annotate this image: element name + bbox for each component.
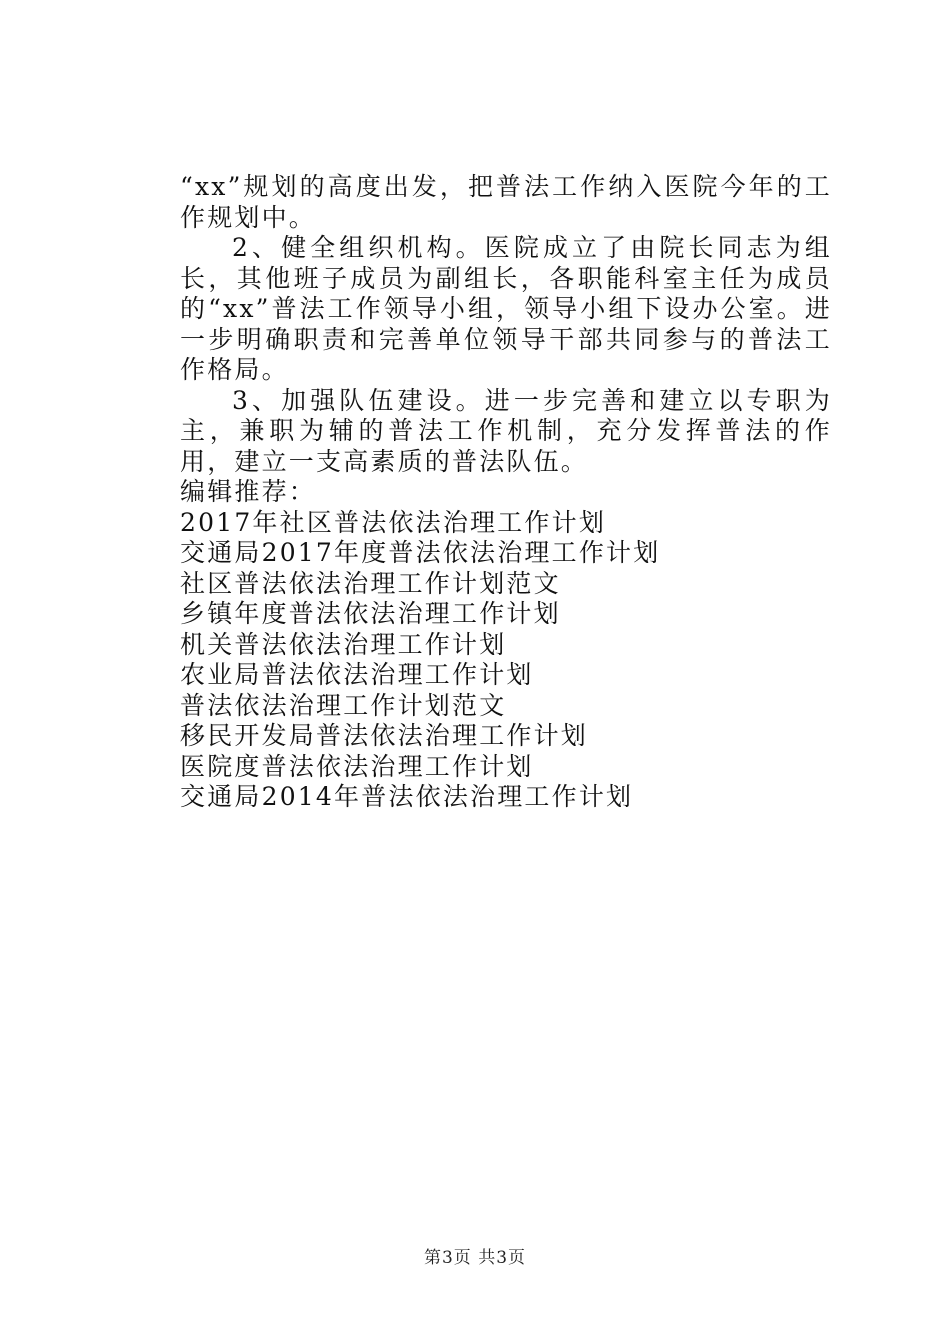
recommend-link-3[interactable]: 社区普法依法治理工作计划范文 [180,568,561,598]
paragraph-3: 3、加强队伍建设。进一步完善和建立以专职为主，兼职为辅的普法工作机制，充分发挥普法的作用，建立一支高素质的普法队伍。 [180,385,832,476]
document-body [180,172,832,813]
recommend-link-7[interactable]: 普法依法治理工作计划范文 [180,690,507,720]
recommend-link-10[interactable]: 交通局2014年普法依法治理工作计划 [180,782,634,811]
paragraph-1: “xx”规划的高度出发，把普法工作纳入医院今年的工作规划中。 [180,172,832,232]
recommend-link-4[interactable]: 乡镇年度普法依法治理工作计划 [180,599,561,628]
recommend-link-9[interactable]: 医院度普法依法治理工作计划 [180,751,534,781]
recommend-heading: 编辑推荐： [180,477,317,506]
recommend-link-2[interactable]: 交通局2017年度普法依法治理工作计划 [180,538,661,567]
recommend-link-1[interactable]: 2017年社区普法依法治理工作计划 [180,507,607,537]
recommend-link-6[interactable]: 农业局普法依法治理工作计划 [180,660,534,689]
recommend-link-8[interactable]: 移民开发局普法依法治理工作计划 [180,721,589,750]
paragraph-2: 2、健全组织机构。医院成立了由院长同志为组长，其他班子成员为副组长，各职能科室主任为成员的“xx”普法工作领导小组，领导小组下设办公室。进一步明确职责和完善单位领导干部共同参与的普法工作格局。 [180,233,832,384]
recommend-link-5[interactable]: 机关普法依法治理工作计划 [180,629,507,659]
recommend-list [180,508,832,813]
page-number-footer: 第3页 共3页 [423,1248,527,1268]
